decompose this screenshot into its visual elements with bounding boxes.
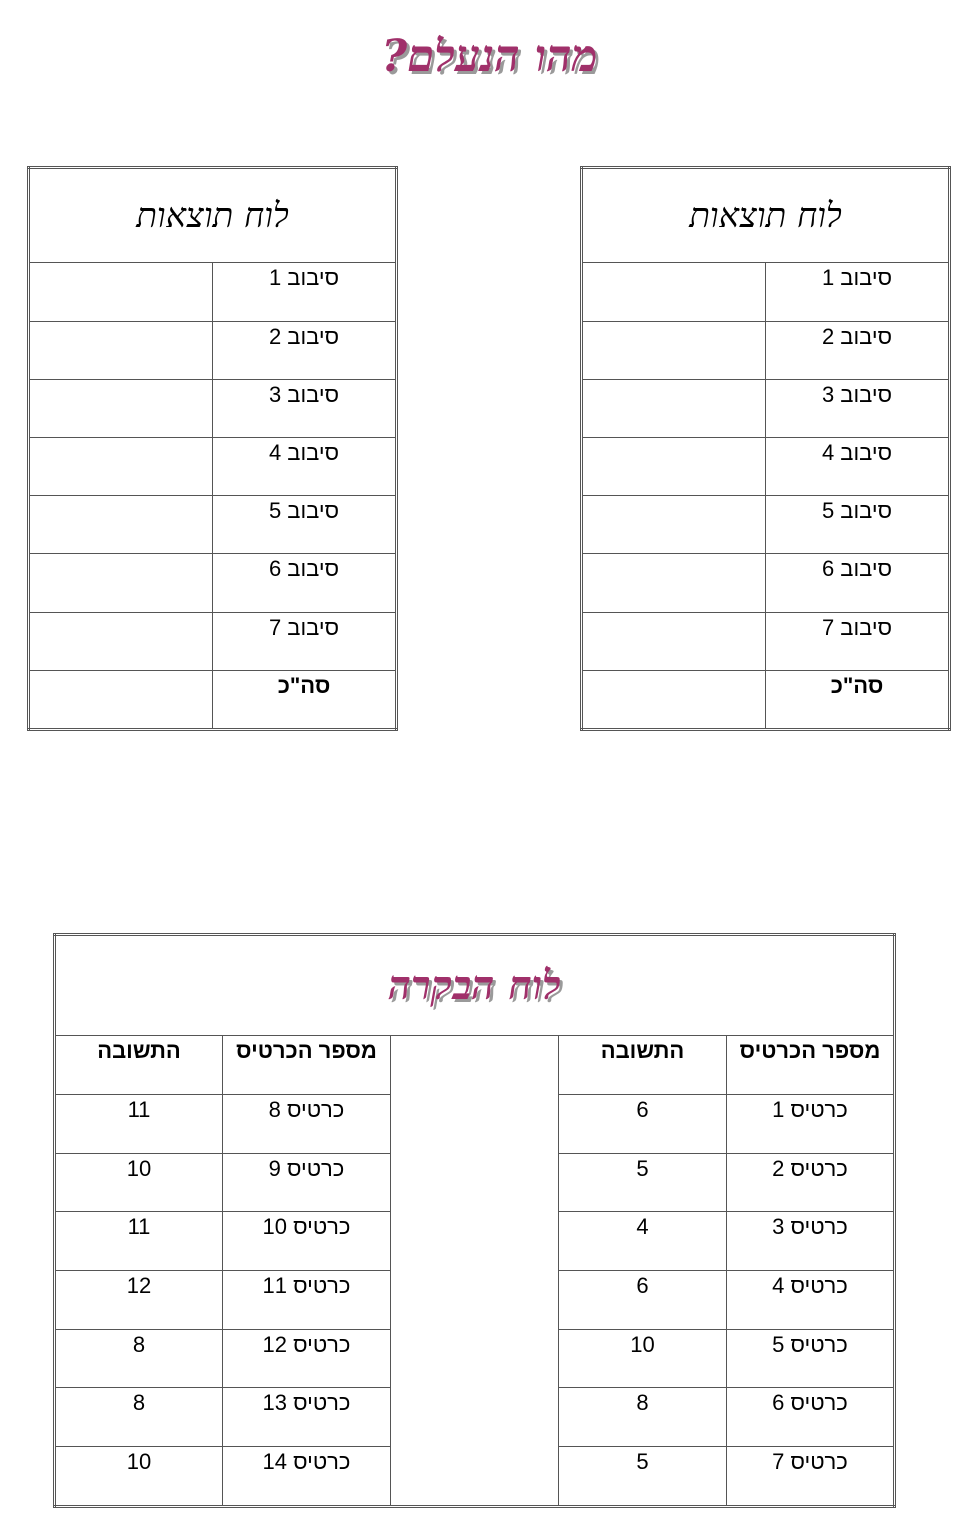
card-label: כרטיס 4: [727, 1271, 895, 1330]
round-score-cell[interactable]: [29, 263, 213, 321]
card-answer: 10: [55, 1153, 223, 1212]
col-header-card: מספר הכרטיס: [727, 1036, 895, 1095]
round-score-cell[interactable]: [29, 496, 213, 554]
card-label: כרטיס 10: [223, 1212, 391, 1271]
control-table: [53, 933, 896, 1508]
card-label: כרטיס 3: [727, 1212, 895, 1271]
card-answer: 10: [559, 1329, 727, 1388]
card-label: כרטיס 8: [223, 1094, 391, 1153]
table-gap: [391, 1036, 559, 1507]
round-score-cell[interactable]: [582, 437, 766, 495]
page-title: מהו הנעלם?: [381, 31, 598, 82]
round-label: סיבוב 7: [766, 612, 950, 670]
total-label: סה"כ: [766, 670, 950, 729]
card-answer: 11: [55, 1094, 223, 1153]
total-label: סה"כ: [213, 670, 397, 729]
card-answer: 5: [559, 1447, 727, 1507]
col-header-answer: התשובה: [55, 1036, 223, 1095]
round-score-cell[interactable]: [29, 612, 213, 670]
round-score-cell[interactable]: [582, 554, 766, 612]
card-answer: 8: [559, 1388, 727, 1447]
round-score-cell[interactable]: [29, 321, 213, 379]
round-label: סיבוב 1: [766, 263, 950, 321]
score-table-right: [580, 166, 951, 731]
round-label: סיבוב 3: [213, 379, 397, 437]
round-label: סיבוב 7: [213, 612, 397, 670]
control-table-title: לוח הבקרה: [55, 935, 895, 1036]
total-score-cell[interactable]: [29, 670, 213, 729]
score-table-title: לוח תוצאות: [582, 168, 950, 263]
round-score-cell[interactable]: [582, 379, 766, 437]
round-score-cell[interactable]: [582, 321, 766, 379]
card-label: כרטיס 13: [223, 1388, 391, 1447]
round-score-cell[interactable]: [29, 437, 213, 495]
round-score-cell[interactable]: [29, 379, 213, 437]
card-answer: 12: [55, 1271, 223, 1330]
round-label: סיבוב 1: [213, 263, 397, 321]
round-label: סיבוב 2: [766, 321, 950, 379]
card-label: כרטיס 12: [223, 1329, 391, 1388]
round-score-cell[interactable]: [582, 612, 766, 670]
card-label: כרטיס 1: [727, 1094, 895, 1153]
card-label: כרטיס 9: [223, 1153, 391, 1212]
round-label: סיבוב 4: [213, 437, 397, 495]
round-label: סיבוב 6: [766, 554, 950, 612]
card-label: כרטיס 14: [223, 1447, 391, 1507]
card-label: כרטיס 2: [727, 1153, 895, 1212]
round-label: סיבוב 3: [766, 379, 950, 437]
round-label: סיבוב 6: [213, 554, 397, 612]
card-label: כרטיס 6: [727, 1388, 895, 1447]
round-label: סיבוב 5: [213, 496, 397, 554]
card-answer: 11: [55, 1212, 223, 1271]
card-answer: 8: [55, 1329, 223, 1388]
card-answer: 8: [55, 1388, 223, 1447]
round-score-cell[interactable]: [582, 263, 766, 321]
card-answer: 10: [55, 1447, 223, 1507]
card-label: כרטיס 11: [223, 1271, 391, 1330]
card-answer: 5: [559, 1153, 727, 1212]
round-score-cell[interactable]: [29, 554, 213, 612]
card-label: כרטיס 7: [727, 1447, 895, 1507]
score-table-left: [27, 166, 398, 731]
round-label: סיבוב 4: [766, 437, 950, 495]
score-table-title: לוח תוצאות: [29, 168, 397, 263]
round-label: סיבוב 5: [766, 496, 950, 554]
card-answer: 6: [559, 1094, 727, 1153]
card-answer: 4: [559, 1212, 727, 1271]
col-header-card: מספר הכרטיס: [223, 1036, 391, 1095]
card-label: כרטיס 5: [727, 1329, 895, 1388]
total-score-cell[interactable]: [582, 670, 766, 729]
card-answer: 6: [559, 1271, 727, 1330]
round-label: סיבוב 2: [213, 321, 397, 379]
col-header-answer: התשובה: [559, 1036, 727, 1095]
round-score-cell[interactable]: [582, 496, 766, 554]
